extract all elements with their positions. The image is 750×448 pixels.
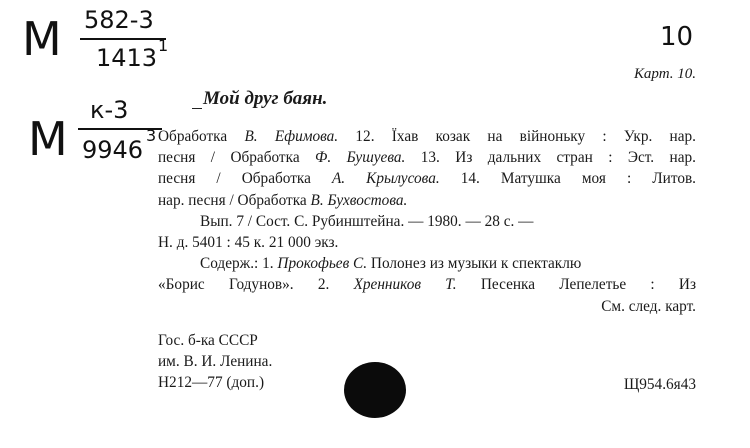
order-number: Н212—77 (доп.): [158, 374, 265, 391]
entry-line-5: Вып. 7 / Сост. С. Рубинштейна. — 1980. — 28 с. —: [200, 212, 534, 230]
shelf-mark-letter-2: М: [28, 112, 67, 166]
shelf-mark-letter-1: М: [22, 12, 61, 66]
shelf-mark-rule-1: [80, 38, 166, 40]
entry-line-8: «Борис Годунов». 2. Хренников Т. Песенка Лепелетье : Из: [158, 276, 696, 294]
card-title: Мой друг баян.: [203, 88, 328, 109]
entry-line-1: Обработка В. Ефимова. 12. Їхав козак на війноньку : Укр. нар.: [158, 128, 697, 145]
entry-line-7: Содерж.: 1. Прокофьев С. Полонез из музыки к спектаклю: [200, 255, 582, 273]
entry-line-4: нар. песня / Обработка В. Бухвостова.: [158, 191, 408, 209]
card-number: Карт. 10.: [633, 66, 696, 82]
shelf-mark-top-1: 582-3: [84, 6, 154, 34]
punch-hole: [344, 362, 406, 418]
library-name-1: Гос. б-ка СССР: [158, 332, 258, 349]
see-next-card: См. след. карт.: [601, 297, 696, 315]
shelf-mark-bottom-2: 9946: [82, 136, 144, 164]
corner-number: 10: [660, 22, 694, 52]
entry-line-2: песня / Обработка Ф. Бушуева. 13. Из дальних стран : Эст. нар.: [158, 149, 696, 167]
shelf-mark-sup-1: 1: [158, 36, 169, 55]
library-footer: [158, 330, 272, 393]
shelf-mark-top-2: к-3: [90, 96, 129, 124]
library-name-2: им. В. И. Ленина.: [158, 353, 273, 370]
shelf-mark-sup-2: 3: [146, 126, 157, 145]
entry-line-6: Н. д. 5401 : 45 к. 21 000 экз.: [158, 234, 339, 252]
shelf-mark-bottom-1: 1413: [96, 44, 158, 72]
title-tick: [192, 108, 202, 109]
entry-line-3: песня / Обработка А. Крылусова. 14. Матушка моя : Литов.: [158, 170, 697, 188]
entry-body: [158, 126, 696, 317]
classification-code: Щ954.6я43: [623, 376, 696, 393]
